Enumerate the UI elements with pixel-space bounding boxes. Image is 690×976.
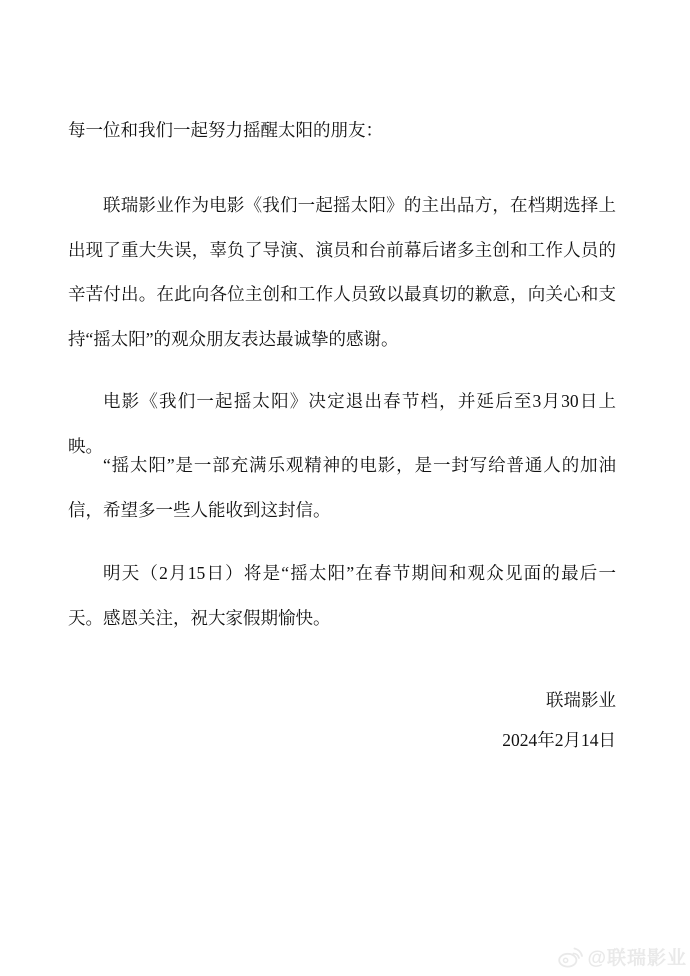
letter-salutation: 每一位和我们一起努力摇醒太阳的朋友：: [68, 120, 383, 140]
paragraph-last-screening-day: 明天（2月15日）将是“摇太阳”在春节期间和观众见面的最后一天。感恩关注，祝大家假期愉快。: [68, 563, 616, 628]
watermark-handle: @联瑞影业: [587, 948, 687, 969]
signature-company: 联瑞影业: [546, 690, 616, 710]
paragraph-release-date-change: 电影《我们一起摇太阳》决定退出春节档，并延后至3月30日上映。: [68, 391, 616, 456]
signature-date: 2024年2月14日: [502, 730, 616, 750]
paragraph-apology: 联瑞影业作为电影《我们一起摇太阳》的主出品方，在档期选择上出现了重大失误，辜负了导演、演员和台前幕后诸多主创和工作人员的辛苦付出。在此向各位主创和工作人员致以最真切的歉意，向关心和支持“摇太阳”的观众朋友表达最诚挚的感谢。: [68, 195, 616, 349]
weibo-watermark: [558, 943, 687, 970]
paragraph-film-description: “摇太阳”是一部充满乐观精神的电影，是一封写给普通人的加油信，希望多一些人能收到这封信。: [68, 455, 616, 520]
weibo-icon: [558, 946, 583, 968]
